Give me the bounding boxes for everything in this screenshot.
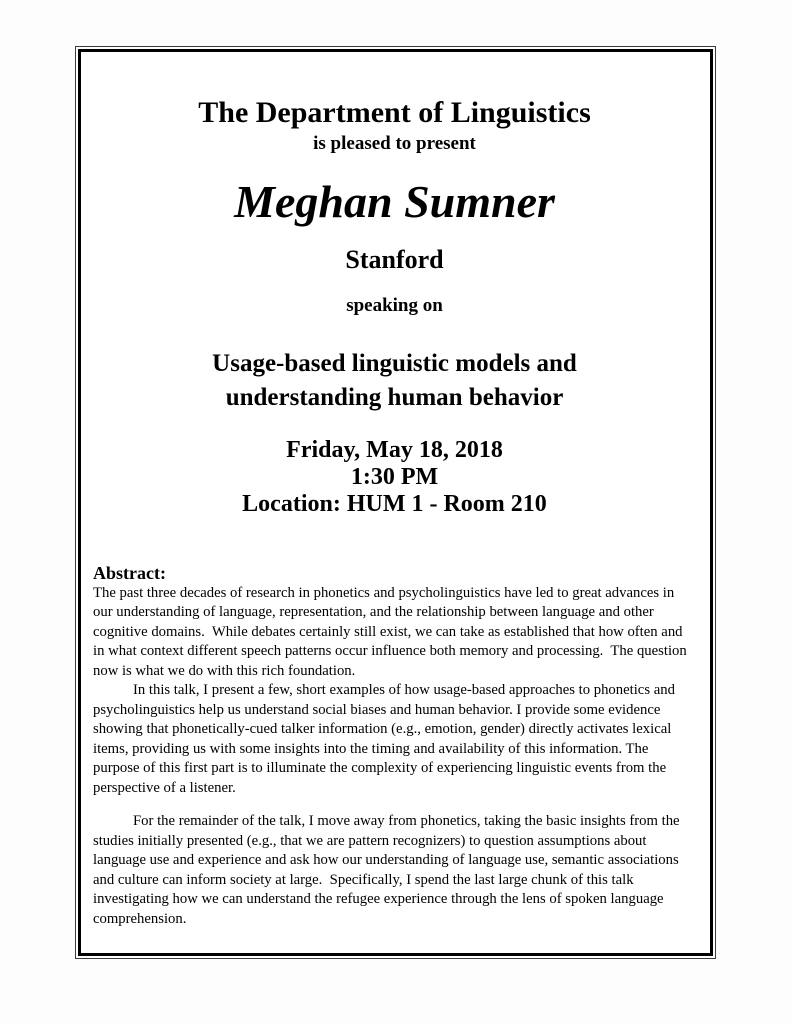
abstract-section bbox=[93, 562, 696, 930]
department-title: The Department of Linguistics bbox=[198, 96, 591, 129]
presents-line: is pleased to present bbox=[313, 132, 476, 154]
abstract-heading: Abstract: bbox=[93, 562, 166, 583]
abstract-paragraph-1: The past three decades of research in phonetics and psycholinguistics have led to great advances in our understanding of language, representation, and the relationship between language and other cognitive domains. While debates certainly still exist, we can take as established that how often and in what context different speech patterns occur influence both memory and processing. The question now is what we do with this rich foundation. bbox=[93, 584, 691, 679]
speaker-affiliation: Stanford bbox=[345, 245, 444, 275]
speaking-on-line: speaking on bbox=[346, 295, 443, 317]
event-details bbox=[93, 437, 696, 518]
talk-title bbox=[93, 347, 696, 415]
speaker-name: Meghan Sumner bbox=[234, 176, 555, 228]
talk-title-line-2: understanding human behavior bbox=[225, 383, 564, 411]
event-location: Location: HUM 1 - Room 210 bbox=[242, 490, 547, 517]
event-date: Friday, May 18, 2018 bbox=[286, 436, 503, 463]
flyer-content bbox=[81, 96, 710, 929]
event-time: 1:30 PM bbox=[350, 463, 439, 490]
flyer-inner-border bbox=[78, 49, 713, 956]
talk-title-line-1: Usage-based linguistic models and bbox=[212, 349, 577, 377]
abstract-paragraph-3: For the remainder of the talk, I move away from phonetics, taking the basic insights from the studies initially presented (e.g., that we are pattern recognizers) to question assumptions about language use and experience and ask how our understanding of language use, semantic associations and culture can inform society at large. Specifically, I spend the last large chunk of this talk investigating how we can understand the refugee experience through the lens of spoken language comprehension. bbox=[93, 813, 684, 927]
flyer-outer-border bbox=[75, 46, 716, 959]
abstract-paragraph-2: In this talk, I present a few, short examples of how usage-based approaches to phonetics and psycholinguistics help us understand social biases and human behavior. I provide some evidence showing that phonetically-cued talker information (e.g., emotion, gender) directly activates lexical items, providing us with some insights into the timing and availability of this information. The purpose of this first part is to illuminate the complexity of experiencing linguistic events from the perspective of a listener. bbox=[93, 682, 679, 796]
